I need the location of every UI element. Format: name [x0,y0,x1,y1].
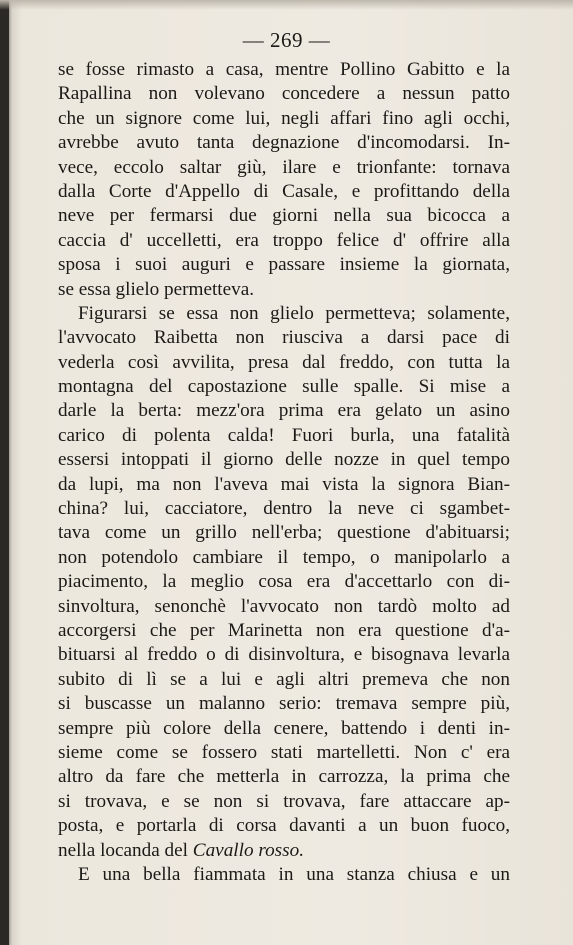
text-line: sempre più colore della cenere, battendo i denti in- [58,717,510,739]
text-line: montagna del capostazione sulle spalle. Si mise a [58,376,510,398]
text-line: sieme come se fossero stati martelletti. Non c' era [58,741,510,763]
text-line: si trovava, e se non si trovava, fare attaccare ap- [58,790,510,812]
text-line: altro da fare che metterla in carrozza, la prima che [58,766,510,788]
text-line: bituarsi al freddo o di disinvoltura, e bisognava levarla [58,644,510,666]
text-line: subito di lì se a lui e agli altri premeva che non [58,668,510,690]
text-line-start: nella locanda del [58,839,188,861]
binding-edge [0,0,9,945]
text-line: che un signore come lui, negli affari fino agli occhi, [58,107,510,129]
text-line: se essa glielo permetteva. [58,278,255,300]
text-line: si buscasse un malanno serio: tremava sempre più, [58,693,510,715]
page-number: — 269 — [242,28,331,52]
text-line: l'avvocato Raibetta non riusciva a darsi pace di [58,327,510,349]
text-line: avrebbe avuto tanta degnazione d'incomodarsi. In- [58,132,510,154]
text-line: vece, eccolo saltar giù, ilare e trionfante: tornava [58,156,510,178]
text-line: essersi intoppati il giorno delle nozze in quel tempo [58,449,510,471]
text-line: tava come un grillo nell'erba; questione d'abituarsi; [58,522,510,544]
text-line: darle la berta: mezz'ora prima era gelato un asino [58,400,510,422]
page-top-shadow [0,0,573,10]
text-line: neve per fermarsi due giorni nella sua bicocca a [58,205,510,227]
text-line: sposa i suoi auguri e passare insieme la giornata, [58,254,510,276]
text-line: E una bella fiammata in una stanza chiusa e un [78,863,510,885]
italic-title: Cavallo rosso. [192,839,305,861]
text-line: caccia d' uccelletti, era troppo felice d' offrire alla [58,229,510,251]
body-text [58,58,510,887]
text-line: posta, e portarla di corsa davanti a un buon fuoco, [58,815,510,837]
text-line: non potendolo cambiare il tempo, o manipolarlo a [58,546,510,568]
text-line: Figurarsi se essa non glielo permetteva; solamente, [78,302,510,324]
text-line: sinvoltura, senonchè l'avvocato non tardò molto ad [58,595,510,617]
text-line: da lupi, ma non l'aveva mai vista la signora Bian- [58,473,510,495]
text-line: vederla così avvilita, presa dal freddo, con tutta la [58,351,510,373]
text-line: piacimento, la meglio cosa era d'accettarlo con di- [58,571,510,593]
text-line: dalla Corte d'Appello di Casale, e profittando della [58,180,510,202]
text-line: carico di polenta calda! Fuori burla, una fatalità [58,424,510,446]
text-line: china? lui, cacciatore, dentro la neve ci sgambet- [58,498,510,520]
text-line: se fosse rimasto a casa, mentre Pollino Gabitto e la [58,59,510,80]
text-line: accorgersi che per Marinetta non era questione d'a- [58,619,510,641]
text-line [58,839,510,863]
text-line: Rapallina non volevano concedere a nessun patto [58,83,510,105]
